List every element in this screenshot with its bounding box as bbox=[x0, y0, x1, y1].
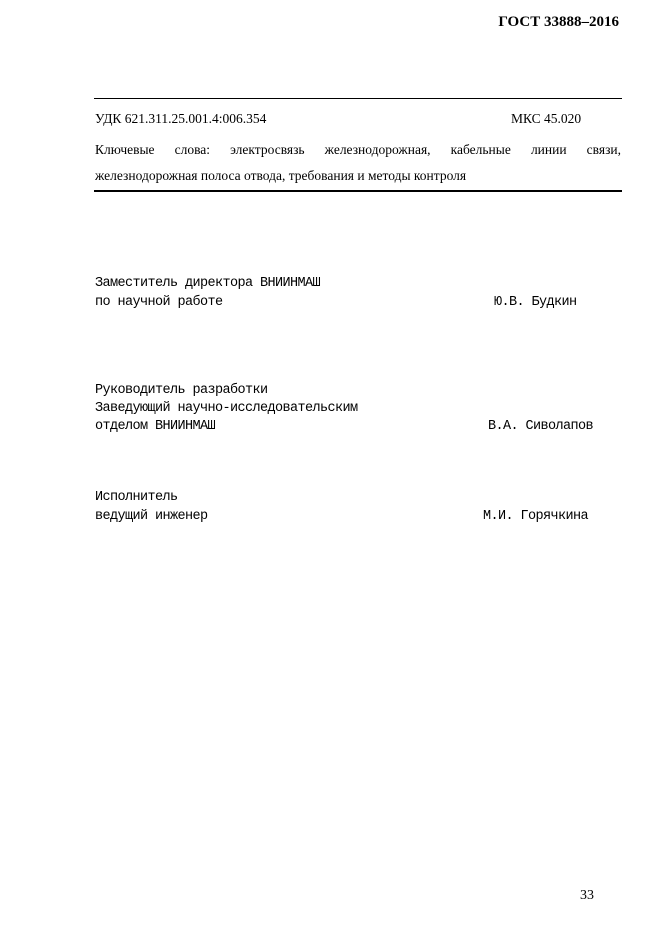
signatory-2-position-line-1: Руководитель разработки bbox=[95, 383, 268, 398]
bottom-divider bbox=[94, 190, 622, 192]
signatory-1-name: Ю.В. Будкин bbox=[494, 295, 577, 310]
top-divider bbox=[94, 98, 622, 99]
signatory-1-position-line-1: Заместитель директора ВНИИНМАШ bbox=[95, 276, 321, 291]
signatory-3-position-line-2: ведущий инженер bbox=[95, 509, 208, 524]
signatory-1-position-line-2: по научной работе bbox=[95, 295, 223, 310]
page-number: 33 bbox=[580, 888, 594, 903]
udk-code: УДК 621.311.25.001.4:006.354 bbox=[95, 111, 267, 126]
keywords-line-2: железнодорожная полоса отвода, требования и методы контроля bbox=[95, 168, 467, 183]
standard-code: ГОСТ 33888–2016 bbox=[498, 14, 619, 30]
signatory-3-position-line-1: Исполнитель bbox=[95, 490, 178, 505]
keywords-line-1: Ключевые слова: электросвязь железнодорожная, кабельные линии связи, bbox=[95, 142, 621, 157]
signatory-2-position-line-2: Заведующий научно-исследовательским bbox=[95, 401, 358, 416]
signatory-3-name: М.И. Горячкина bbox=[483, 509, 589, 524]
keywords-block bbox=[95, 137, 621, 189]
mks-code: МКС 45.020 bbox=[511, 111, 582, 126]
signatory-2-name: В.А. Сиволапов bbox=[488, 419, 594, 434]
signatory-2-position-line-3: отделом ВНИИНМАШ bbox=[95, 419, 216, 434]
